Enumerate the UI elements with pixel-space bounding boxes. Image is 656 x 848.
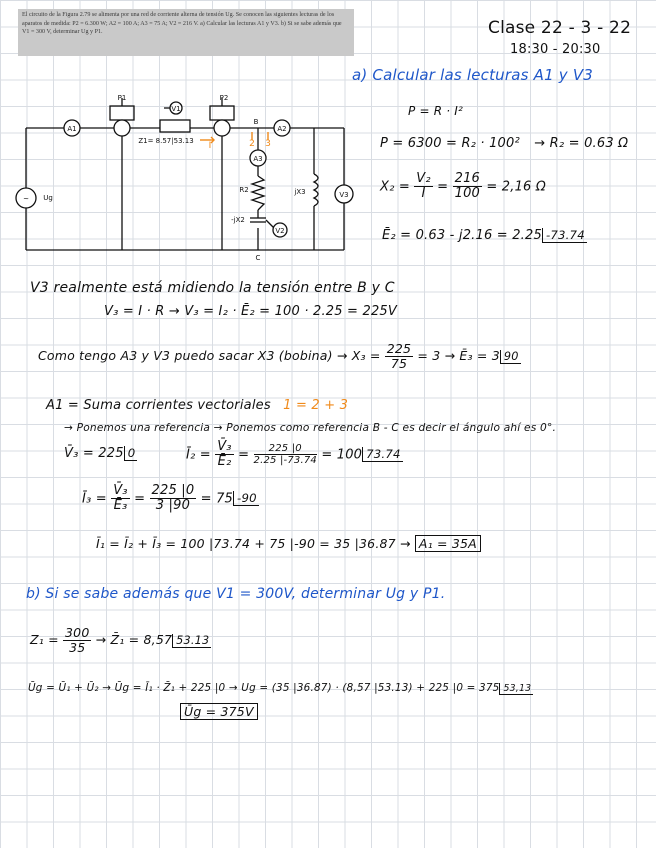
circuit-diagram [14, 94, 394, 284]
v3-calc: V₃ = I · R → V₃ = I₂ · Ē₂ = 100 · 2.25 = 225V [104, 304, 397, 319]
label-current-1: I [208, 141, 212, 151]
i2-calc: Ī₂ = $\frac{\text{V̄₃}}{\text{Ē₂}}$ = $\frac{225 |0}{2.25 |-73.74}$ = 100 73.74 [186, 439, 401, 470]
label-jx3: jX3 [294, 188, 306, 196]
label-current-3: 3 [265, 139, 271, 149]
meter-v2: V2 [275, 227, 285, 235]
i1-calc: Ī₁ = Ī₂ + Ī₃ = 100 |73.74 + 75 |-90 = 35 |36.87 → A₁ = 35A [96, 536, 481, 551]
class-title: Clase 22 - 3 - 22 [488, 18, 632, 38]
i3-calc: Ī₃ = $\frac{\text{V̄₃}}{\text{Ē₃}}$ = $\frac{225 |0}{3 |90}$ = 75 -90 [82, 483, 257, 514]
meter-a1: A1 [67, 125, 77, 133]
label-b: B [253, 118, 259, 126]
reactance-x2-calc: X₂ = $\frac{\text{V₂}}{I}$ = $\frac{216}{100}$ = 2,16 Ω [380, 171, 546, 202]
label-z1: Z1= 8.57|53.13 [138, 137, 194, 145]
ug-result: Ūg = 375V [180, 704, 258, 719]
meter-v1: V1 [171, 105, 181, 113]
v3-phasor: V̄₃ = 225 0 [64, 446, 136, 461]
meter-a2: A2 [277, 125, 287, 133]
x3-calc: Como tengo A3 y V3 puedo sacar X3 (bobina) → X₃ = $\frac{225}{75}$ = 3 → Ē₃ = 3 90 [38, 341, 519, 371]
label-jx2: -jX2 [231, 216, 245, 224]
label-p1: P1 [117, 94, 127, 102]
source-symbol: ~ [23, 195, 29, 203]
meter-a3: A3 [253, 155, 263, 163]
impedance-e2: Ē₂ = 0.63 - j2.16 = 2.25 -73.74 [382, 228, 585, 243]
problem-statement: El circuito de la Figura 2.79 se alimenta por una red de corriente alterna de tensión Ug. Se conocen las siguientes lecturas de los aparatos de medida: P2 = 6.300 W; A2 = 100 A; A3 = 75 A; V2 = 216 V. a) Calcular las lecturas A1 y V3. b) Si se sabe además que V1 = 300 V, determinar Ug y P1. [18, 9, 354, 56]
meter-v3: V3 [339, 191, 349, 199]
v3-note: V3 realmente está midiendo la tensión entre B y C [30, 280, 395, 296]
ug-calc: Ūg = Ū₁ + Ū₂ → Ūg = Ī₁ · Z̄₁ + 225 |0 → Ug = (35 |36.87) · (8,57 |53.13) + 225 |0 = 375 53,13 [28, 682, 532, 694]
label-ug: Ug [43, 194, 53, 202]
power-calc: P = 6300 = R₂ · 100² → R₂ = 0.63 Ω [380, 136, 629, 151]
label-p2: P2 [219, 94, 229, 102]
reference-note: → Ponemos una referencia → Ponemos como referencia B - C es decir el ángulo ahí es 0°. [64, 422, 557, 434]
z1-calc: Z₁ = $\frac{300}{35}$ → Z̄₁ = 8,57 53.13 [30, 625, 210, 655]
a1-result: A₁ = 35A [415, 535, 481, 552]
part-a-title: a) Calcular las lecturas A1 y V3 [352, 66, 594, 84]
power-formula: P = R · I² [408, 104, 464, 118]
a1-heading: A1 = Suma corrientes vectoriales 1 = 2 + 3 [46, 398, 349, 413]
label-r2: R2 [239, 186, 249, 194]
label-c: C [255, 254, 261, 262]
part-b-title: b) Si se sabe además que V1 = 300V, determinar Ug y P1. [26, 586, 446, 602]
label-current-2: 2 [249, 139, 255, 149]
class-time: 18:30 - 20:30 [510, 42, 601, 57]
